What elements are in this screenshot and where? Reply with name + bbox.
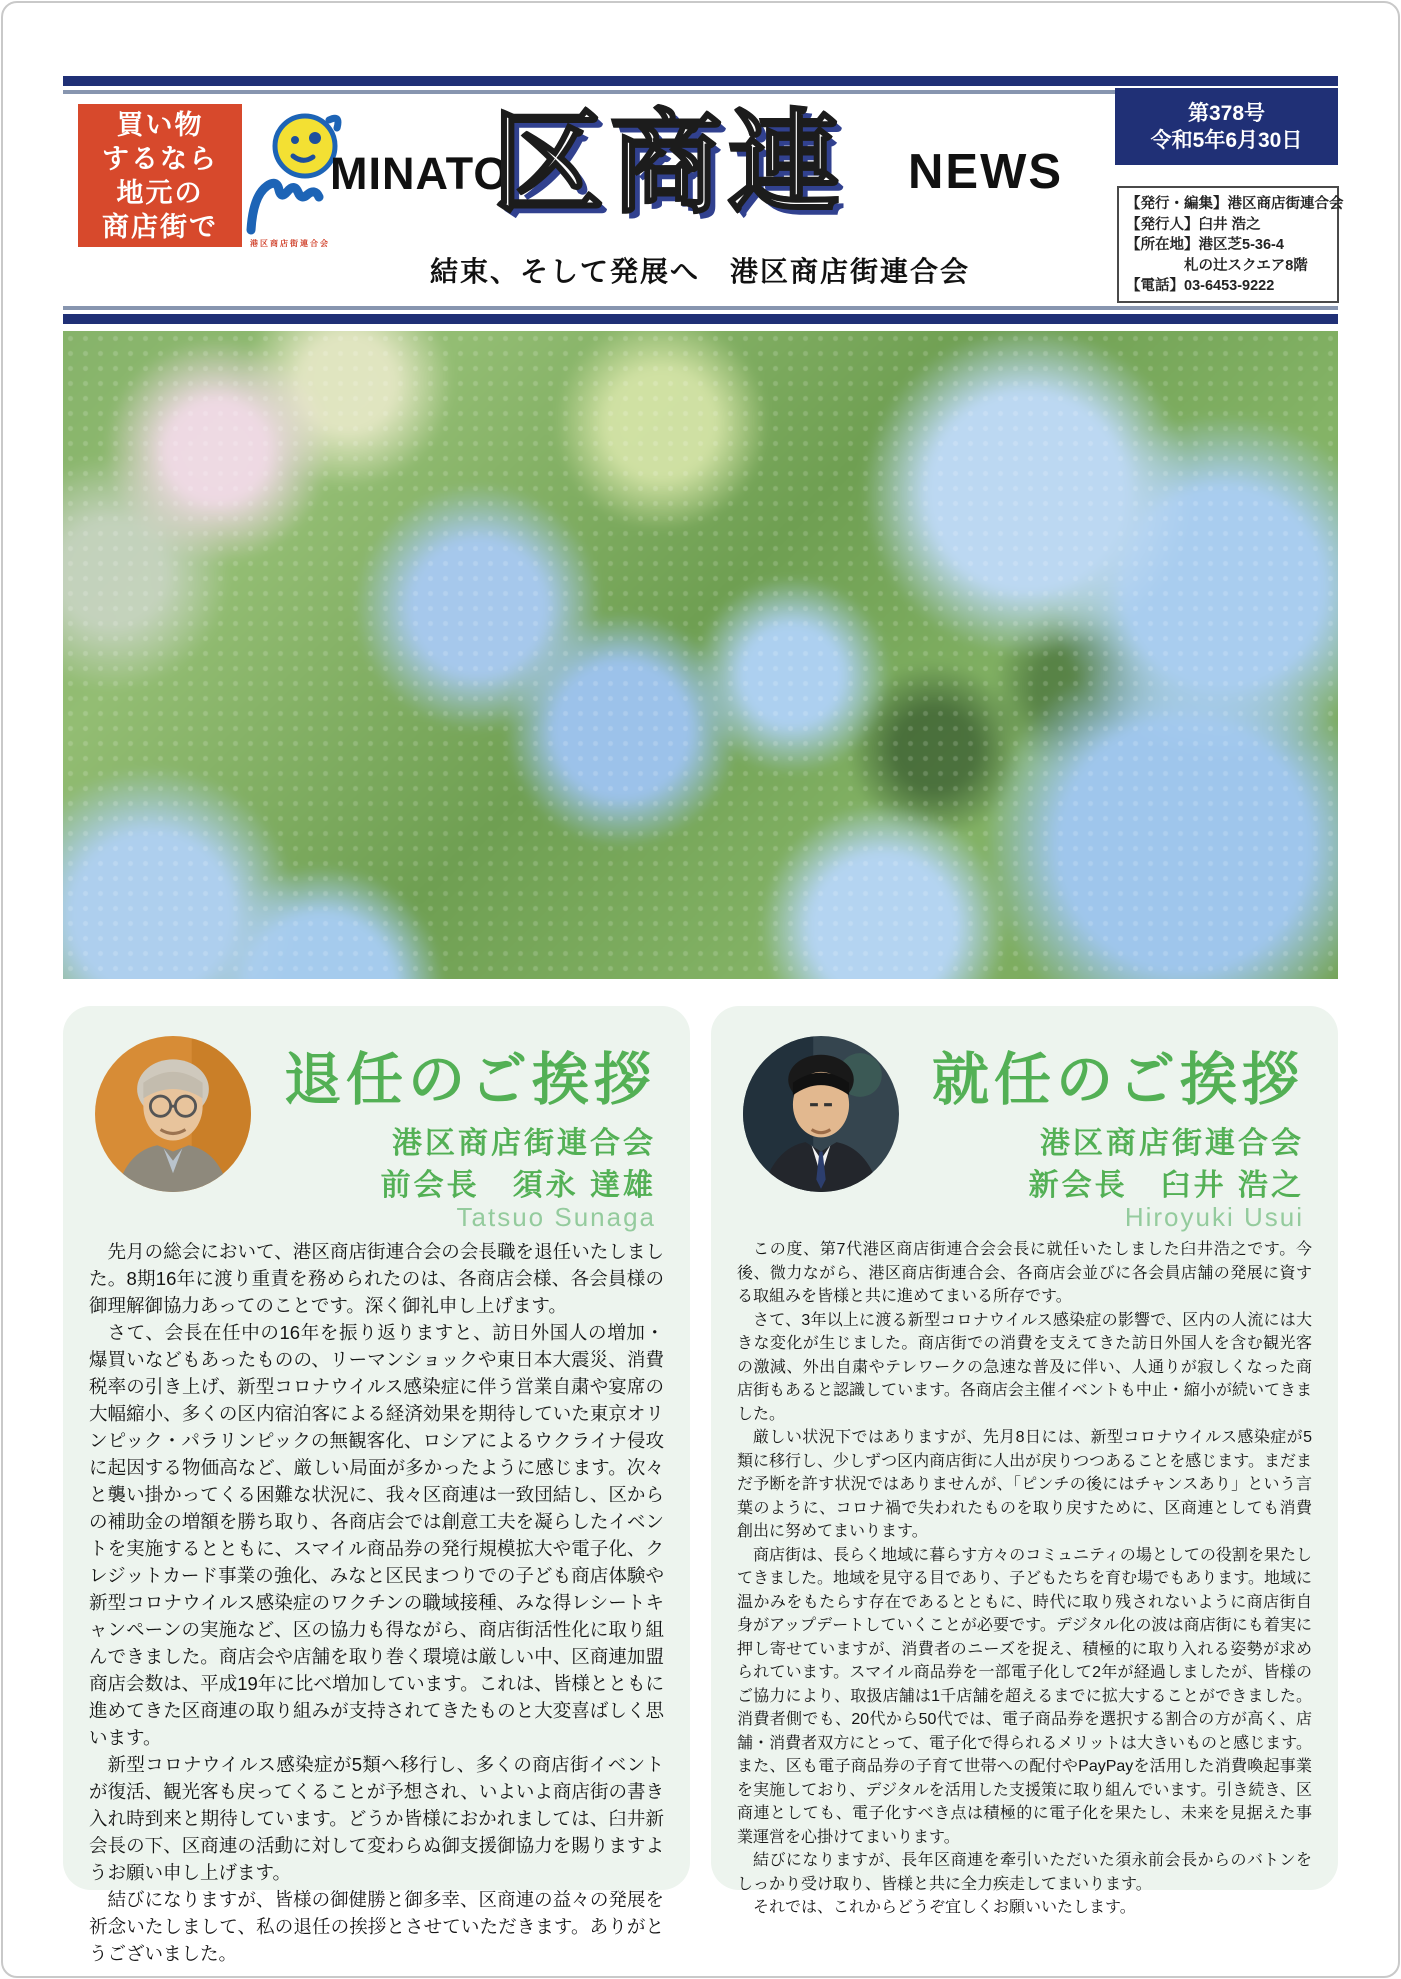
slogan-box: [78, 104, 242, 247]
paragraph: 先月の総会において、港区商店街連合会の会長職を退任いたしました。8期16年に渡り重責を務められたのは、各商店会様、各会員様の御理解御協力あってのことです。深く御礼申し上げます。: [89, 1241, 664, 1316]
slogan-line: 商店街で: [102, 211, 218, 242]
article-role-name: 新会長 臼井 浩之: [1028, 1169, 1304, 1202]
article-card-retirement: [63, 1006, 690, 1964]
publisher-line: 札の辻スクエア8階: [1184, 257, 1308, 274]
masthead-news: NEWS: [908, 145, 1063, 199]
paragraph: 厳しい状況下ではありますが、先月8日には、新型コロナウイルス感染症が5類に移行し、少しずつ区内商店街に人出が戻りつつあることを感じます。まだまだ予断を許す状況ではありませんが、「ピンチの後にはチャンスあり」という言葉のように、コロナ禍で失われたものを取り戻すために、区商連としても消費創出に努めてまいります。: [737, 1429, 1312, 1540]
slogan-line: 買い物: [116, 109, 204, 140]
article-org: 港区商店街連合会: [392, 1127, 656, 1160]
paragraph: 結びになりますが、皆様の御健勝と御多幸、区商連の益々の発展を祈念いたしまして、私の退任の挨拶とさせていただきます。ありがとうございました。: [89, 1889, 664, 1964]
hydrangea-photo-texture: [63, 331, 1338, 979]
article-role-name: 前会長 須永 達雄: [380, 1169, 656, 1202]
paragraph: 結びになりますが、長年区商連を牽引いただいた須永前会長からのバトンをしっかり受け取り、皆様と共に全力疾走してまいります。: [737, 1852, 1312, 1893]
publisher-line: 【所在地】港区芝5-36-4: [1126, 237, 1284, 253]
paragraph: さて、会長在任中の16年を振り返りますと、訪日外国人の増加・爆買いなどもあったものの、リーマンショックや東日本大震災、消費税率の引き上げ、新型コロナウイルス感染症に伴う営業自粛や宴席の大幅縮小、多くの区内宿泊客による経済効果を期待していた東京オリンピック・パラリンピックの無観客化、ロシアによるウクライナ侵攻に起因する物価高など、厳しい局面が多かったように感じます。次々と襲い掛かってくる困難な状況に、我々区商連は一致団結し、区からの補助金の増額を勝ち取り、各商店会では創意工夫を凝らしたイベントを実施するとともに、スマイル商品券の発行規模拡大や電子化、クレジットカード事業の強化、みなと区民まつりでの子ども商店体験や新型コロナウイルス感染症のワクチンの職域接種、みな得レシートキャンペーンの実施など、区の協力も得ながら、商店街活性化に取り組んできました。商店会や店舗を取り巻く環境は厳しい中、区商連加盟商店会数は、平成19年に比べ増加しています。これは、皆様とともに進めてきた区商連の取り組みが支持されてきたものと大変喜ばしく思います。: [89, 1322, 664, 1748]
article-body: [89, 1238, 664, 1967]
article-title: 就任のご挨拶: [932, 1048, 1304, 1112]
header-bottom-rule-thin: [63, 306, 1338, 310]
paragraph: 新型コロナウイルス感染症が5類へ移行し、多くの商店街イベントが復活、観光客も戻ってくることが予想され、いよいよ商店街の書き入れ時到来と期待しています。どうか皆様におかれましては、臼井新会長の下、区商連の活動に対して変わらぬ御支援御協力を賜りますようお願い申し上げます。: [89, 1754, 664, 1883]
article-header: [737, 1026, 1312, 1238]
issue-number: 第378号: [1187, 101, 1266, 125]
header-bottom-rule-thick: [63, 314, 1338, 324]
logo-caption: 港区商店街連合会: [250, 239, 330, 248]
article-org: 港区商店街連合会: [1040, 1127, 1304, 1160]
masthead-minato: MINATO: [330, 148, 510, 199]
issue-date: 令和5年6月30日: [1150, 128, 1303, 152]
slogan-line: 地元の: [116, 177, 204, 208]
publisher-line: 【発行人】臼井 浩之: [1126, 216, 1261, 233]
portrait-usui: [743, 1036, 899, 1192]
publisher-line: 【電話】03-6453-9222: [1126, 278, 1275, 294]
article-title: 退任のご挨拶: [284, 1048, 656, 1112]
paragraph: さて、3年以上に渡る新型コロナウイルス感染症の影響で、区内の人流には大きな変化が生じました。商店街での消費を支えてきた訪日外国人を含む観光客の激減、外出自粛やテレワークの急速な普及に伴い、人通りが寂しくなった商店街もあると認識しています。各商店会主催イベントも中止・縮小が続いてきました。: [737, 1311, 1312, 1423]
publisher-box: [1117, 186, 1344, 303]
hydrangea-photo: [63, 331, 1338, 979]
masthead-subtitle: 結束、そして発展へ 港区商店街連合会: [429, 256, 970, 287]
article-body: [737, 1238, 1312, 1920]
publisher-line: 【発行・編集】港区商店街連合会: [1126, 196, 1344, 212]
slogan-line: するなら: [102, 143, 218, 174]
paragraph: それでは、これからどうぞ宜しくお願いいたします。: [753, 1899, 1136, 1916]
article-romaji: Hiroyuki Usui: [1124, 1202, 1304, 1232]
article-card-inauguration: [711, 1006, 1338, 1916]
paragraph: 商店街は、長らく地域に暮らす方々のコミュニティの場としての役割を果たしてきました。地域を見守る目であり、子どもたちを育む場でもあります。地域に温かみをもたらす存在であるとともに、時代に取り残されないように商店街自身がアップデートしていくことが必要です。デジタル化の波は商店街にも着実に押し寄せていますが、消費者のニーズを捉え、積極的に取り入れる姿勢が求められています。スマイル商品券を一部電子化して2年が経過しましたが、皆様のご協力により、取扱店舗は1千店舗を超えるまでに拡大することができました。消費者側でも、20代から50代では、電子商品券を選択する割合の方が高く、店舗・消費者双方にとって、電子化で得られるメリットは大きいものと感じます。また、区も電子商品券の子育て世帯への配付やPayPayを活用した消費喚起事業を実施しており、デジタルを活用した支援策に取り組んでいます。引き続き、区商連としても、電子化すべき点は積極的に電子化を果たし、未来を見据えた事業運営を心掛けてまいります。: [737, 1546, 1312, 1846]
article-romaji: Tatsuo Sunaga: [456, 1202, 656, 1232]
article-header: [89, 1026, 664, 1238]
issue-box: [1115, 88, 1338, 165]
paragraph: この度、第7代港区商店街連合会会長に就任いたしました臼井浩之です。今後、微力ながら、港区商店街連合会、各商店会並びに各会員店舗の発展に資する取組みを皆様と共に進めてまいる所存です。: [737, 1241, 1312, 1305]
masthead-kanji-logo: 区商連: [492, 98, 846, 229]
portrait-sunaga: [95, 1036, 251, 1192]
